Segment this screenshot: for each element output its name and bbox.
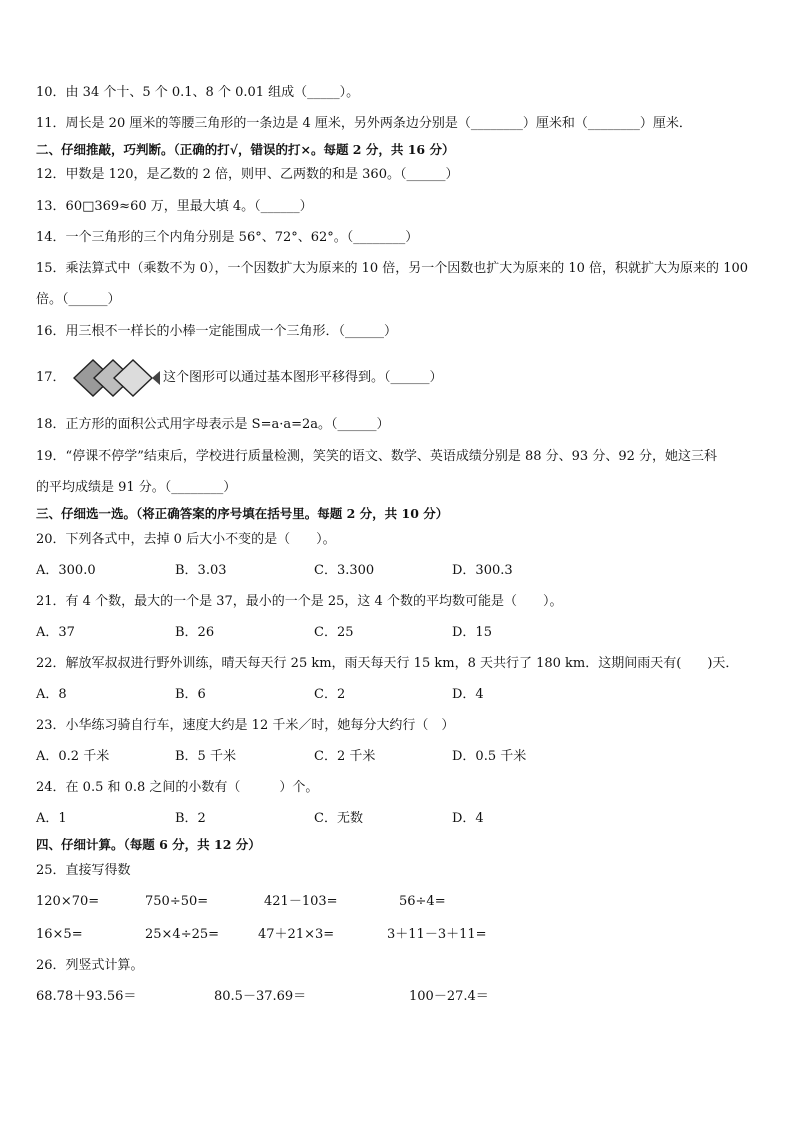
option: D．15 (452, 625, 492, 640)
q15-line2: 倍。（______） (36, 292, 121, 307)
option: C．25 (314, 625, 354, 640)
option: C．2 千米 (314, 749, 376, 764)
calc-item: 25×4÷25= (145, 927, 220, 942)
q16: 16．用三根不一样长的小棒一定能围成一个三角形．（______） (36, 324, 398, 339)
option: A．37 (36, 625, 75, 640)
q11: 11．周长是 20 厘米的等腰三角形的一条边是 4 厘米，另外两条边分别是（________）厘米和（________）厘米． (36, 116, 692, 131)
option: C．2 (314, 687, 346, 702)
q15-line1: 15．乘法算式中（乘数不为 0），一个因数扩大为原来的 10 倍，另一个因数也扩大为原来的 10 倍，积就扩大为原来的 100 (36, 261, 749, 276)
option: D．4 (452, 811, 484, 826)
option: B．26 (175, 625, 215, 640)
q20: 20．下列各式中，去掉 0 后大小不变的是（ ）。 (36, 532, 336, 547)
q18: 18．正方形的面积公式用字母表示是 S=a·a=2a。（______） (36, 417, 390, 432)
q10: 10．由 34 个十、5 个 0.1、8 个 0.01 组成（_____）。 (36, 85, 360, 100)
option: D．4 (452, 687, 484, 702)
calc-item: 750÷50= (145, 894, 209, 909)
calc-item: 16×5= (36, 927, 83, 942)
q25: 25．直接写得数 (36, 863, 131, 878)
section-3-heading: 三、仔细选一选。（将正确答案的序号填在括号里。每题 2 分，共 10 分） (36, 506, 449, 521)
q12: 12．甲数是 120，是乙数的 2 倍，则甲、乙两数的和是 360。（______） (36, 167, 459, 182)
section-2-heading: 二、仔细推敲，巧判断。（正确的打√，错误的打×。每题 2 分，共 16 分） (36, 142, 455, 157)
option: D．0.5 千米 (452, 749, 527, 764)
q19-line2: 的平均成绩是 91 分。（________） (36, 480, 237, 495)
option: C．无数 (314, 811, 363, 826)
calc-item: 100－27.4＝ (409, 989, 489, 1004)
option: A．300.0 (36, 563, 96, 578)
q17-text: 这个图形可以通过基本图形平移得到。（______） (163, 370, 443, 385)
option: B．6 (175, 687, 206, 702)
calc-item: 68.78＋93.56＝ (36, 989, 137, 1004)
q24: 24．在 0.5 和 0.8 之间的小数有（ ）个。 (36, 780, 319, 795)
q22: 22．解放军叔叔进行野外训练，晴天每天行 25 km，雨天每天行 15 km，8 天共行了 180 km．这期间雨天有( )天． (36, 656, 739, 671)
option: B．2 (175, 811, 206, 826)
q17-number: 17． (36, 370, 66, 385)
q13: 13．60□369≈60 万，里最大填 4。（______） (36, 199, 313, 214)
calc-item: 3＋11－3＋11= (387, 927, 487, 942)
q14: 14．一个三角形的三个内角分别是 56°、72°、62°。（________） (36, 230, 419, 245)
calc-item: 56÷4= (399, 894, 446, 909)
option: C．3.300 (314, 563, 375, 578)
q26: 26．列竖式计算。 (36, 958, 144, 973)
option: B．3.03 (175, 563, 227, 578)
calc-item: 421－103= (264, 894, 338, 909)
option: A．0.2 千米 (36, 749, 110, 764)
calc-item: 120×70= (36, 894, 100, 909)
option: B．5 千米 (175, 749, 236, 764)
option: D．300.3 (452, 563, 513, 578)
calc-item: 47＋21×3= (258, 927, 335, 942)
q23: 23．小华练习骑自行车，速度大约是 12 千米／时，她每分大约行（ ） (36, 718, 455, 733)
option: A．8 (36, 687, 67, 702)
calc-item: 80.5－37.69＝ (214, 989, 307, 1004)
section-4-heading: 四、仔细计算。（每题 6 分，共 12 分） (36, 837, 261, 852)
q19-line1: 19．“停课不停学”结束后，学校进行质量检测，笑笑的语文、数学、英语成绩分别是 88 分、93 分、92 分，她这三科 (36, 449, 717, 464)
q21: 21．有 4 个数，最大的一个是 37，最小的一个是 25，这 4 个数的平均数可能是（ ）。 (36, 594, 563, 609)
diamond-figure (70, 358, 162, 402)
option: A．1 (36, 811, 67, 826)
